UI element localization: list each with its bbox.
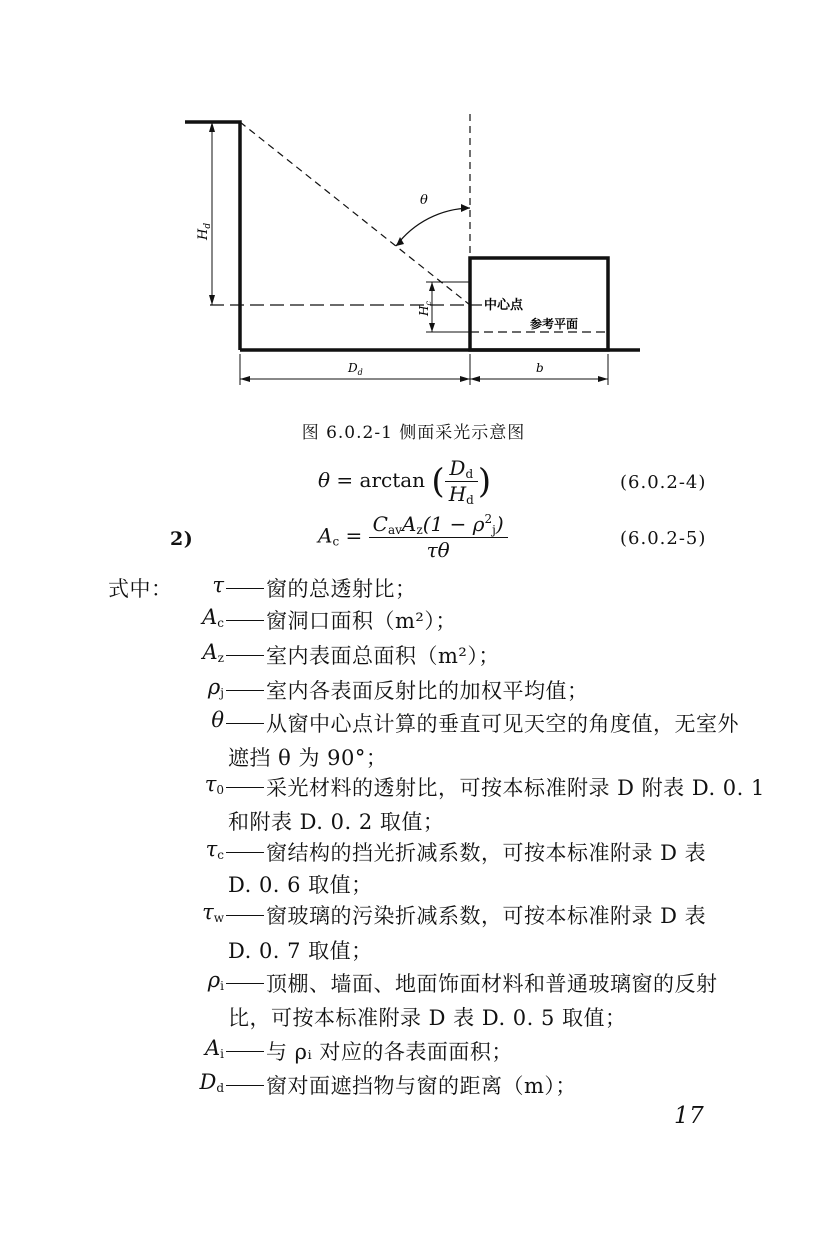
sight-line [240,122,470,305]
definition-dash [226,983,264,984]
definition-dash [226,915,264,916]
where-label: 式中： [108,577,173,601]
definition-text: 窗结构的挡光折减系数，可按本标准附录 D 表 [266,841,707,865]
definition-symbol: τ [212,573,224,597]
equation-number-1: (6.0.2-4) [620,472,707,493]
definition-continuation: 遮挡 θ 为 90°； [228,746,388,770]
dd-label: $D_d$ [348,361,363,377]
definition-dash [226,787,264,788]
definition-text: 室内各表面反射比的加权平均值； [266,679,589,703]
equation-number-2: (6.0.2-5) [620,528,707,549]
figure-caption: 图 6.0.2-1 侧面采光示意图 [301,423,526,443]
equation-theta: θ = arctan ( $\frac{D_d}{H_d}$ ) [318,456,492,507]
definition-dash [226,1051,264,1052]
definition-dash [226,588,264,589]
side-lighting-diagram [150,100,670,400]
b-label: b [536,361,544,375]
definition-dash [226,723,264,724]
definition-dash [226,620,264,621]
definition-symbol: $A_c$ [202,605,224,630]
item-number: 2) [170,528,194,550]
definition-text: 窗的总透射比； [266,577,417,601]
definition-dash [226,852,264,853]
hc-label: $H_c$ [417,301,433,316]
definition-symbol: $\tau_w$ [202,900,224,925]
definition-symbol: θ [211,708,224,732]
definition-continuation: 比，可按本标准附录 D 表 D. 0. 5 取值； [228,1006,627,1030]
definition-symbol: $\tau_c$ [205,837,224,862]
definition-text: 从窗中心点计算的垂直可见天空的角度值，无室外 [266,712,739,736]
hd-label: $H_d$ [196,222,213,240]
page-number: 17 [674,1103,705,1129]
definition-symbol: $D_d$ [199,1070,224,1095]
definition-text: 窗对面遮挡物与窗的距离（m）； [266,1074,577,1098]
definition-symbol: $\tau_0$ [204,772,224,797]
definition-dash [226,655,264,656]
definition-dash [226,690,264,691]
center-point-label: 中心点 [484,298,524,313]
definition-continuation: 和附表 D. 0. 2 取值； [228,810,445,834]
theta-arc [396,208,470,246]
definition-text: 采光材料的透射比，可按本标准附录 D 附表 D. 0. 1 [266,776,765,800]
definition-symbol: $A_z$ [202,640,224,665]
definition-continuation: D. 0. 7 取值； [228,939,373,963]
definition-symbol: $\rho_i$ [207,968,224,993]
definition-text: 顶棚、墙面、地面饰面材料和普通玻璃窗的反射 [266,972,718,996]
theta-label: θ [420,193,428,208]
definition-text: 窗玻璃的污染折减系数，可按本标准附录 D 表 [266,904,707,928]
definition-symbol: $A_i$ [204,1036,224,1061]
equation-ac: $A_c$ = $\frac{C_{av}A_z(1 - \rho^2_j)}{\tau\theta}$ [318,512,508,562]
definition-text: 与 ρᵢ 对应的各表面面积； [266,1040,513,1064]
reference-plane-label: 参考平面 [530,317,579,331]
definition-text: 窗洞口面积（m²）； [266,609,457,633]
definition-text: 室内表面总面积（m²）； [266,644,500,668]
definition-symbol: $\rho_j$ [207,675,224,700]
definition-continuation: D. 0. 6 取值； [228,873,373,897]
definition-dash [226,1085,264,1086]
